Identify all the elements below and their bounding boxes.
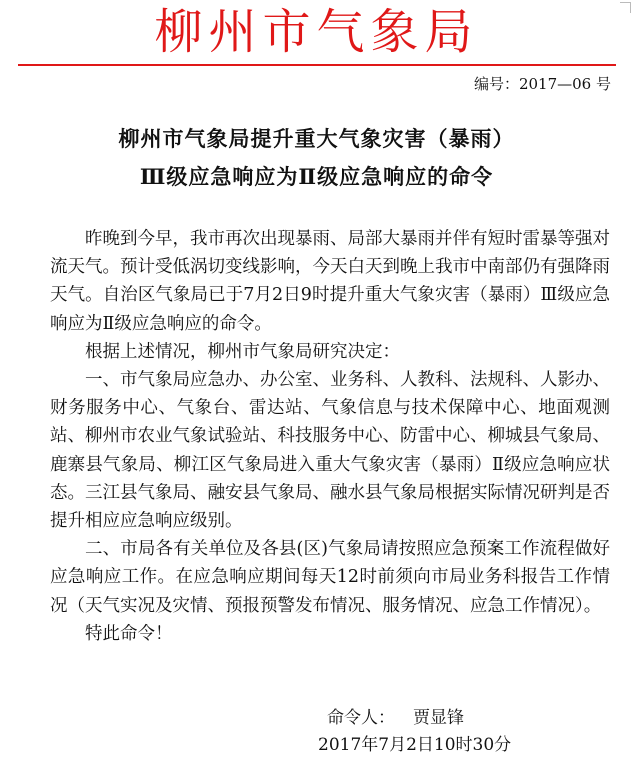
signatory-name: 贾显锋 — [413, 708, 464, 728]
signature-line — [327, 707, 464, 729]
masthead-title: 柳州市气象局 — [154, 4, 479, 60]
signature-label: 命令人： — [327, 708, 395, 728]
paragraph-item-one: 一、市气象局应急办、办公室、业务科、人教科、法规科、人影办、财务服务中心、气象台、雷达站、气象信息与技术保障中心、地面观测站、柳州市农业气象试验站、科技服务中心、防雷中心、柳城县气象局、鹿寨县气象局、柳江区气象局进入重大气象灾害（暴雨）Ⅱ级应急响应状态。三江县气象局、融安县气象局、融水县气象局根据实际情况研判是否提升相应应急响应级别。 — [50, 370, 610, 532]
paragraph-item-two: 二、市局各有关单位及各县(区)气象局请按照应急预案工作流程做好应急响应工作。在应急响应期间每天12时前须向市局业务科报告工作情况（天气实况及灾情、预报预警发布情况、服务情况、应急工作情况）。 — [50, 539, 610, 616]
issue-date: 2017年7月2日10时30分 — [318, 735, 512, 755]
masthead-red-rule — [18, 64, 616, 66]
paragraph-decision-intro: 根据上述情况，柳州市气象局研究决定： — [85, 341, 400, 362]
paragraph-closing: 特此命令！ — [85, 623, 173, 644]
document-title-line-2: Ⅲ级应急响应为Ⅱ级应急响应的命令 — [139, 164, 494, 189]
document-body — [50, 225, 610, 648]
document-number: 编号：2017—06 号 — [473, 75, 611, 93]
document-title-line-1: 柳州市气象局提升重大气象灾害（暴雨） — [118, 126, 515, 151]
paragraph-background: 昨晚到今早，我市再次出现暴雨、局部大暴雨并伴有短时雷暴等强对流天气。预计受低涡切变线影响，今天白天到晚上我市中南部仍有强降雨天气。自治区气象局已于7月2日9时提升重大气象灾害（暴雨）Ⅲ级应急响应为Ⅱ级应急响应的命令。 — [50, 229, 610, 334]
